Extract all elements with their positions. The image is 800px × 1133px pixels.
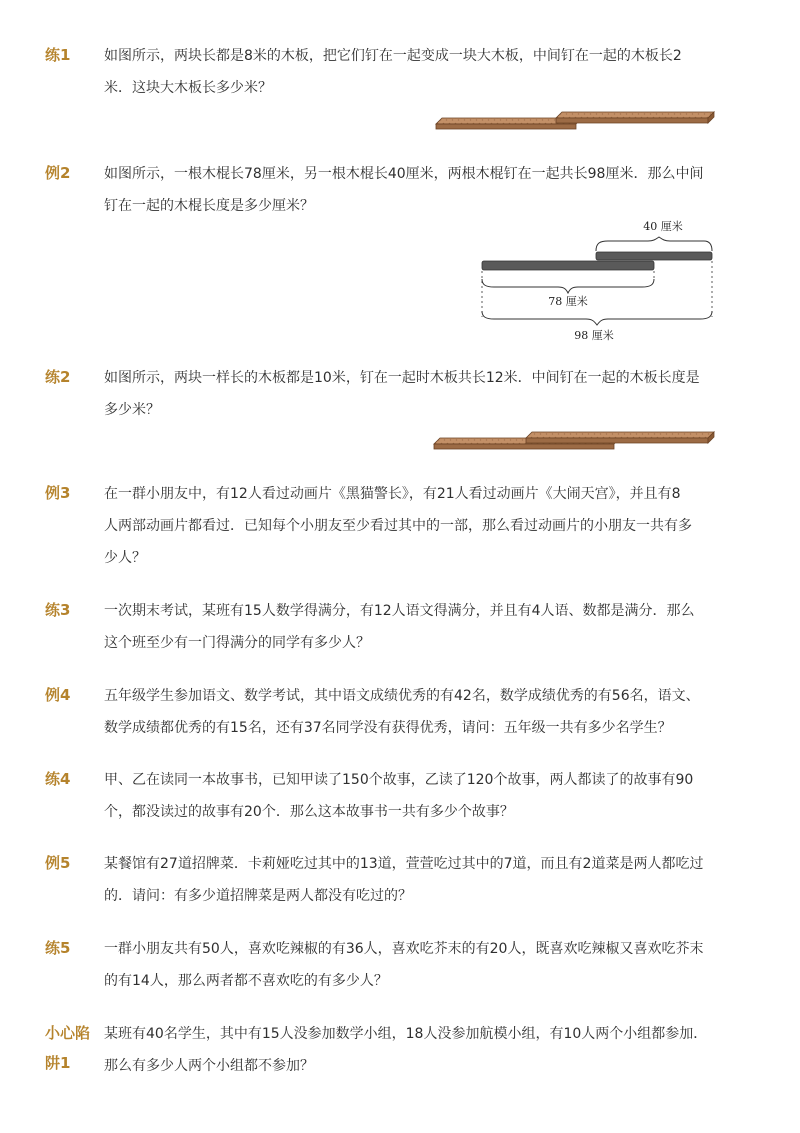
two-boards-figure-1 (436, 110, 716, 132)
problem-text: 如图所示，两块一样长的木板都是10米，钉在一起时木板共长12米．中间钉在一起的木板长度是 多少米？ (104, 370, 700, 418)
problem-text: 五年级学生参加语文、数学考试，其中语文成绩优秀的有42名，数学成绩优秀的有56名，语文、 数学成绩都优秀的有15名，还有37名同学没有获得优秀，请问：五年级一共有多少名学生？ (104, 688, 700, 736)
problem-text: 某班有40名学生，其中有15人没参加数学小组，18人没参加航模小组，有10人两个小组都参加． 那么有多少人两个小组都不参加？ (104, 1026, 708, 1074)
problem-label: 例5 (45, 854, 71, 872)
problem-label: 练5 (45, 939, 71, 957)
problem-label: 小心陷 阱1 (45, 1024, 91, 1072)
problem-text: 甲、乙在读同一本故事书，已知甲读了150个故事，乙读了120个故事，两人都读了的故事有90 个，都没读过的故事有20个．那么这本故事书一共有多少个故事？ (104, 772, 694, 820)
stick-78 (482, 261, 654, 270)
label-98cm: 98 厘米 (574, 329, 614, 342)
problem-label: 练4 (45, 770, 71, 788)
problem-label: 例2 (45, 164, 71, 182)
label-78cm: 78 厘米 (548, 295, 588, 308)
label-40cm: 40 厘米 (643, 220, 683, 233)
brace-40 (596, 237, 712, 251)
brace-98 (482, 311, 712, 325)
problem-text: 一群小朋友共有50人，喜欢吃辣椒的有36人，喜欢吃芥末的有20人，既喜欢吃辣椒又喜欢吃芥末 的有14人，那么两者都不喜欢吃的有多少人？ (104, 941, 704, 989)
problem-label: 例3 (45, 484, 71, 502)
problem-text: 一次期末考试，某班有15人数学得满分，有12人语文得满分，并且有4人语、数都是满分．那么 这个班至少有一门得满分的同学有多少人？ (104, 603, 695, 651)
board-right (556, 112, 714, 123)
problem-text: 如图所示，两块长都是8米的木板，把它们钉在一起变成一块大木板，中间钉在一起的木板长2 米．这块大木板长多少米？ (104, 48, 682, 96)
problem-label: 练1 (45, 46, 71, 64)
board-right (526, 432, 714, 443)
problem-label: 练3 (45, 601, 71, 619)
problem-label: 例4 (45, 686, 71, 704)
brace-78 (482, 279, 654, 293)
stick-40 (596, 252, 712, 260)
problem-text: 如图所示，一根木棍长78厘米，另一根木棍长40厘米，两根木棍钉在一起共长98厘米．那么中间 钉在一起的木棍长度是多少厘米？ (104, 166, 704, 214)
problem-text: 在一群小朋友中，有12人看过动画片《黑猫警长》，有21人看过动画片《大闹天宫》，并且有8 人两部动画片都看过．已知每个小朋友至少看过其中的一部，那么看过动画片的小朋友一共有多 少人？ (104, 486, 692, 566)
two-boards-figure-2 (434, 430, 716, 452)
problem-text: 某餐馆有27道招牌菜．卡莉娅吃过其中的13道，萱萱吃过其中的7道，而且有2道菜是两人都吃过 的．请问：有多少道招牌菜是两人都没有吃过的？ (104, 856, 704, 904)
problem-label: 练2 (45, 368, 71, 386)
sticks-figure (478, 215, 718, 345)
